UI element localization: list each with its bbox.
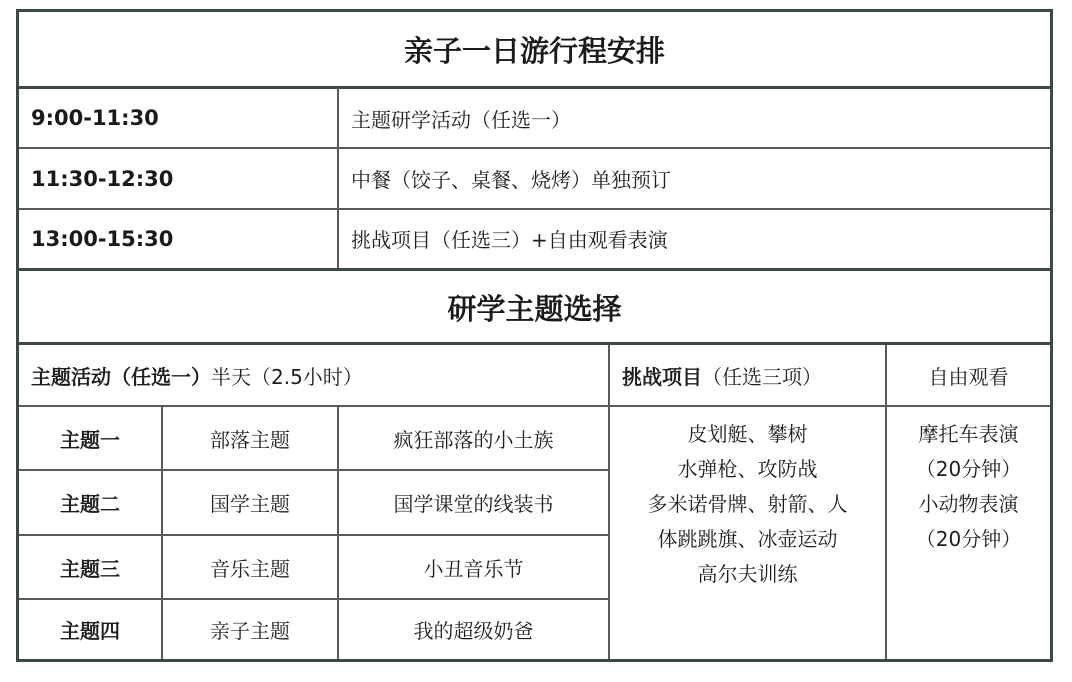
challenge-line: 高尔夫训练 [697,562,798,586]
free-watch-line: 摩托车表演 [918,422,1019,446]
free-watch-line: （20分钟） [915,457,1022,481]
theme-category: 部落主题 [210,427,290,452]
challenge-line: 多米诺骨牌、射箭、人 [647,492,848,516]
free-watch-line: 小动物表演 [918,492,1019,516]
challenge-line: 皮划艇、攀树 [687,422,808,446]
theme-activity-header-label: 主题活动（任选一） [31,365,211,389]
challenge-header-note: （任选三项） [702,365,822,389]
theme-name: 疯狂部落的小土族 [393,427,554,452]
schedule-time: 11:30-12:30 [31,166,174,191]
theme-category: 音乐主题 [210,556,290,581]
theme-label: 主题一 [60,427,120,452]
theme-category: 国学主题 [210,492,290,516]
schedule-time: 9:00-11:30 [31,106,159,130]
challenge-line: 体跳跳旗、冰壶运动 [657,527,838,551]
schedule-activity: 主题研学活动（任选一） [351,107,571,132]
schedule-activity: 挑战项目（任选三）+自由观看表演 [351,228,668,252]
theme-name: 国学课堂的线装书 [393,492,554,516]
theme-name: 小丑音乐节 [423,556,524,581]
theme-category: 亲子主题 [210,619,290,643]
schedule-activity: 中餐（饺子、桌餐、烧烤）单独预订 [351,168,671,192]
schedule-title: 亲子一日游行程安排 [403,34,665,68]
theme-activity-header-duration: 半天（2.5小时） [211,365,363,389]
theme-label: 主题三 [60,556,120,581]
challenge-items [610,417,885,602]
free-watch-line: （20分钟） [915,527,1022,551]
itinerary-table [16,9,1053,662]
theme-label: 主题二 [60,492,120,516]
challenge-line: 水弹枪、攻防战 [677,457,818,481]
challenge-header [610,345,885,406]
theme-activity-header [19,345,608,406]
research-title: 研学主题选择 [447,291,622,326]
challenge-header-label: 挑战项目 [622,365,702,389]
schedule-time: 13:00-15:30 [31,226,174,251]
theme-name: 我的超级奶爸 [413,619,534,643]
free-watch-header: 自由观看 [928,365,1009,389]
theme-label: 主题四 [60,619,120,643]
free-watch-items [887,417,1050,567]
